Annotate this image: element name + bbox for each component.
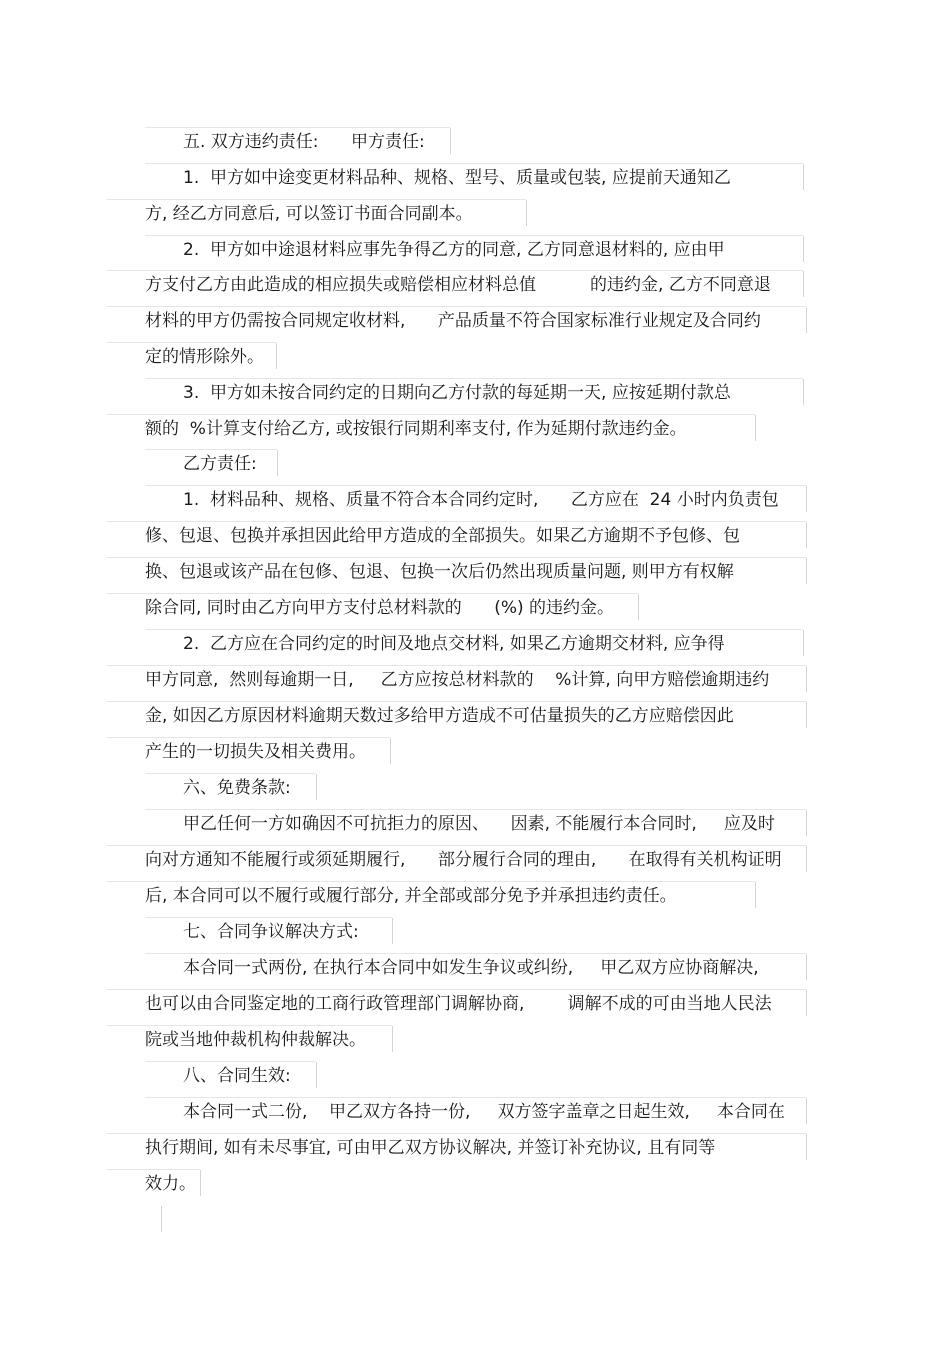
line-end-marker bbox=[806, 1134, 807, 1160]
line-top-rule bbox=[107, 989, 806, 990]
line-top-rule bbox=[145, 809, 806, 810]
line-top-rule bbox=[145, 127, 450, 128]
line-end-marker bbox=[806, 558, 807, 584]
line-end-marker bbox=[200, 1170, 201, 1196]
line-end-marker bbox=[806, 702, 807, 728]
line-end-marker bbox=[803, 236, 804, 262]
document-line: 定的情形除外。 bbox=[145, 347, 264, 367]
document-line: 后, 本合同可以不履行或履行部分, 并全部或部分免予并承担违约责任。 bbox=[145, 886, 677, 906]
line-top-rule bbox=[145, 378, 803, 379]
line-top-rule bbox=[107, 1025, 392, 1026]
document-line: 除合同, 同时由乙方向甲方支付总材料款的 (%) 的违约金。 bbox=[145, 598, 615, 618]
document-line: 金, 如因乙方原因材料逾期天数过多给甲方造成不可估量损失的乙方应赔偿因此 bbox=[145, 706, 734, 726]
document-line: 修、包退、包换并承担因此给甲方造成的全部损失。如果乙方逾期不予包修、包 bbox=[145, 526, 740, 546]
document-line: 材料的甲方仍需按合同规定收材料, 产品质量不符合国家标准行业规定及合同约 bbox=[145, 311, 761, 331]
line-end-marker bbox=[755, 415, 756, 441]
line-top-rule bbox=[107, 845, 806, 846]
line-end-marker bbox=[806, 307, 807, 333]
document-line: 乙方责任: bbox=[183, 454, 257, 474]
line-top-rule bbox=[145, 773, 316, 774]
document-line: 甲乙任何一方如确因不可抗拒力的原因、 因素, 不能履行本合同时, 应及时 bbox=[183, 814, 775, 834]
line-top-rule bbox=[107, 665, 806, 666]
document-line: 效力。 bbox=[145, 1174, 196, 1194]
line-top-rule bbox=[107, 593, 638, 594]
line-end-marker bbox=[806, 1098, 807, 1124]
page-end-marker bbox=[161, 1206, 162, 1232]
line-end-marker bbox=[803, 164, 804, 190]
line-end-marker bbox=[316, 1062, 317, 1088]
line-top-rule bbox=[145, 485, 806, 486]
line-top-rule bbox=[107, 1169, 200, 1170]
line-top-rule bbox=[107, 737, 390, 738]
line-top-rule bbox=[145, 953, 806, 954]
line-end-marker bbox=[806, 810, 807, 836]
document-line: 执行期间, 如有未尽事宜, 可由甲乙双方协议解决, 并签订补充协议, 且有同等 bbox=[145, 1138, 716, 1158]
line-end-marker bbox=[806, 486, 807, 512]
line-end-marker bbox=[392, 1026, 393, 1052]
line-end-marker bbox=[803, 630, 804, 656]
line-top-rule bbox=[107, 557, 806, 558]
document-line: 1. 甲方如中途变更材料品种、规格、型号、质量或包装, 应提前天通知乙 bbox=[183, 168, 731, 188]
document-line: 本合同一式二份, 甲乙双方各持一份, 双方签字盖章之日起生效, 本合同在 bbox=[183, 1102, 785, 1122]
line-end-marker bbox=[392, 918, 393, 944]
document-line: 七、合同争议解决方式: bbox=[183, 922, 359, 942]
document-line: 八、合同生效: bbox=[183, 1066, 291, 1086]
line-end-marker bbox=[638, 594, 639, 620]
document-line: 六、免费条款: bbox=[183, 778, 291, 798]
document-line: 换、包退或该产品在包修、包退、包换一次后仍然出现质量问题, 则甲方有权解 bbox=[145, 562, 734, 582]
line-top-rule bbox=[107, 701, 806, 702]
line-end-marker bbox=[803, 379, 804, 405]
line-end-marker bbox=[806, 846, 807, 872]
line-top-rule bbox=[107, 199, 526, 200]
line-top-rule bbox=[145, 235, 803, 236]
document-line: 也可以由合同鉴定地的工商行政管理部门调解协商, 调解不成的可由当地人民法 bbox=[145, 994, 772, 1014]
line-end-marker bbox=[806, 990, 807, 1016]
line-top-rule bbox=[107, 521, 806, 522]
document-line: 五. 双方违约责任: 甲方责任: bbox=[183, 132, 425, 152]
line-top-rule bbox=[145, 449, 277, 450]
document-line: 2. 甲方如中途退材料应事先争得乙方的同意, 乙方同意退材料的, 应由甲 bbox=[183, 240, 725, 260]
line-end-marker bbox=[806, 666, 807, 692]
line-end-marker bbox=[276, 343, 277, 369]
document-line: 额的 %计算支付给乙方, 或按银行同期利率支付, 作为延期付款违约金。 bbox=[145, 419, 687, 439]
document-line: 1. 材料品种、规格、质量不符合本合同约定时, 乙方应在 24 小时内负责包 bbox=[183, 490, 779, 510]
document-line: 3. 甲方如未按合同约定的日期向乙方付款的每延期一天, 应按延期付款总 bbox=[183, 383, 731, 403]
line-top-rule bbox=[107, 1133, 806, 1134]
document-line: 2. 乙方应在合同约定的时间及地点交材料, 如果乙方逾期交材料, 应争得 bbox=[183, 634, 725, 654]
document-line: 甲方同意, 然则每逾期一日, 乙方应按总材料款的 %计算, 向甲方赔偿逾期违约 bbox=[145, 670, 770, 690]
line-end-marker bbox=[277, 450, 278, 476]
document-line: 产生的一切损失及相关费用。 bbox=[145, 742, 366, 762]
line-top-rule bbox=[145, 1061, 316, 1062]
line-top-rule bbox=[145, 917, 392, 918]
document-line: 向对方通知不能履行或须延期履行, 部分履行合同的理由, 在取得有关机构证明 bbox=[145, 850, 782, 870]
line-top-rule bbox=[145, 1097, 806, 1098]
line-end-marker bbox=[526, 200, 527, 226]
document-line: 方, 经乙方同意后, 可以签订书面合同副本。 bbox=[145, 204, 473, 224]
line-top-rule bbox=[107, 414, 755, 415]
document-line: 方支付乙方由此造成的相应损失或赔偿相应材料总值 的违约金, 乙方不同意退 bbox=[145, 275, 771, 295]
line-top-rule bbox=[107, 881, 755, 882]
line-end-marker bbox=[390, 738, 391, 764]
line-top-rule bbox=[107, 342, 276, 343]
line-end-marker bbox=[755, 882, 756, 908]
line-top-rule bbox=[145, 163, 803, 164]
line-top-rule bbox=[145, 629, 803, 630]
line-end-marker bbox=[806, 954, 807, 980]
line-top-rule bbox=[107, 270, 803, 271]
line-top-rule bbox=[107, 306, 806, 307]
line-end-marker bbox=[316, 774, 317, 800]
line-end-marker bbox=[803, 271, 804, 297]
line-end-marker bbox=[450, 128, 451, 154]
document-line: 院或当地仲裁机构仲裁解决。 bbox=[145, 1030, 366, 1050]
line-end-marker bbox=[806, 522, 807, 548]
document-line: 本合同一式两份, 在执行本合同中如发生争议或纠纷, 甲乙双方应协商解决, bbox=[183, 958, 759, 978]
